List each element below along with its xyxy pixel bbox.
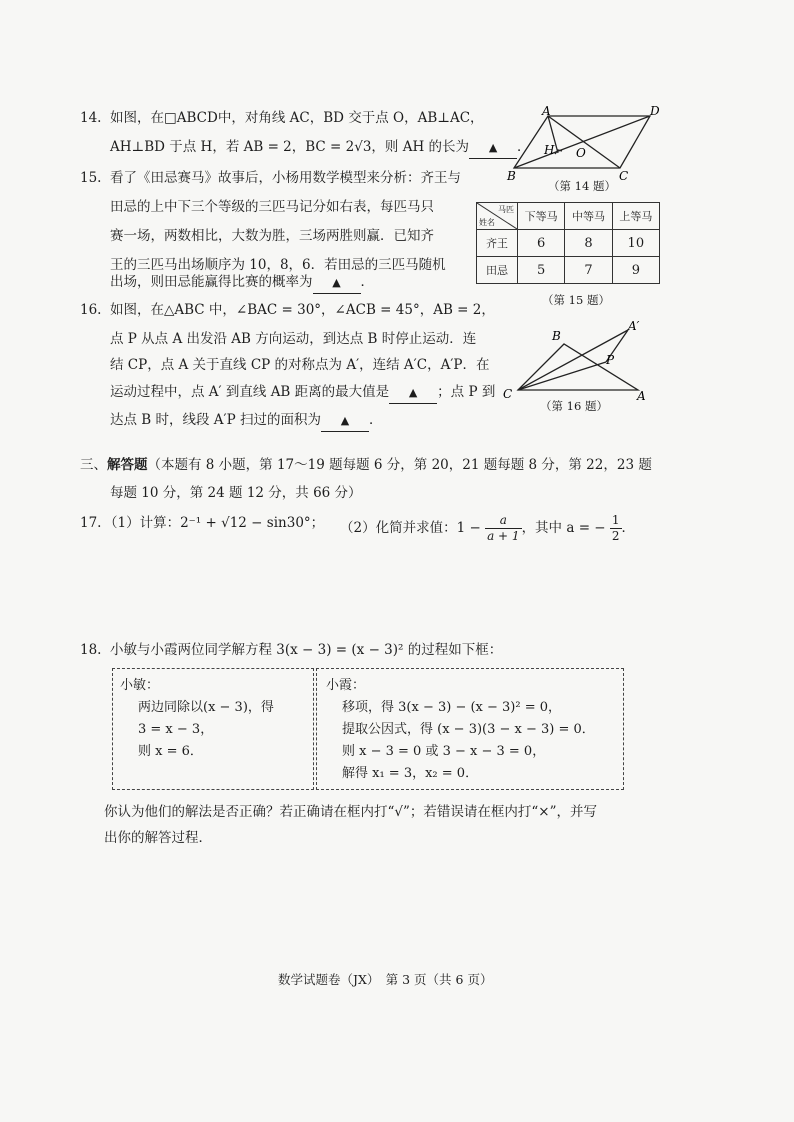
q18-number: 18. [80, 642, 102, 658]
q16-label-p: P [606, 353, 615, 367]
q17-fraction-denominator: a + 1 [487, 529, 520, 543]
q15-caption: （第 15 题） [542, 293, 610, 307]
q14-line2-text: AH⊥BD 于点 H，若 AB = 2，BC = 2√3，则 AH 的长为 [110, 139, 470, 155]
q15-header-high: 上等马 [612, 203, 659, 230]
q16-answer-blank-1 [389, 382, 437, 404]
q15-corner-top: 马匹 [498, 205, 514, 214]
q15-answer-blank [313, 272, 361, 294]
q16-figure [500, 318, 650, 400]
q16-answer-mark-1: ▲ [408, 386, 418, 399]
q15-cell: 5 [518, 257, 565, 284]
q14-label-b: B [507, 169, 516, 180]
q15-number: 15. [80, 170, 102, 186]
q18-question-line1: 你认为他们的解法是否正确？若正确请在框内打“√”；若错误请在框内打“×”，并写 [104, 804, 598, 820]
q18-right-line3: 则 x − 3 = 0 或 3 − x − 3 = 0， [342, 744, 546, 759]
q15-answer-mark: ▲ [332, 276, 341, 289]
q16-line5-end: ． [368, 412, 383, 428]
q14-figure [500, 104, 670, 180]
page-footer: 数学试题卷（JX） 第 3 页（共 6 页） [278, 972, 493, 987]
q17-half [610, 513, 622, 544]
q17-part2 [340, 513, 635, 544]
section3-desc: （本题有 8 小题，第 17～19 题每题 6 分，第 20，21 题每题 8 分，第 22，23 题 [147, 457, 652, 473]
q15-row-name: 田忌 [477, 257, 518, 284]
q16-number: 16. [80, 302, 102, 318]
q17-part2-end: ． [621, 520, 636, 536]
q15-header-mid: 中等马 [565, 203, 612, 230]
q14-line2-end: ． [517, 139, 531, 155]
q16-line5 [110, 410, 382, 432]
q14-right-angle-mark [555, 150, 562, 154]
q15-line3: 赛一场，两数相比，大数为胜，三场两胜则赢．已知齐 [110, 228, 434, 244]
q15-cell: 7 [565, 257, 612, 284]
q15-line5 [110, 272, 374, 294]
q17-half-numerator: 1 [611, 513, 620, 527]
q18-right-line2: 提取公因式，得 (x − 3)(3 − x − 3) = 0． [342, 722, 595, 737]
q14-caption: （第 14 题） [548, 179, 616, 193]
q15-line1: 看了《田忌赛马》故事后，小杨用数学模型来分析：齐王与 [110, 170, 461, 186]
q14-diagonal-ac [548, 116, 620, 168]
q18-left-title: 小敏： [120, 678, 160, 693]
q14-line1: 如图，在□ABCD中，对角线 AC，BD 交于点 O，AB⊥AC， [110, 110, 484, 126]
q17-half-denominator: 2 [611, 529, 620, 543]
q17-fraction-numerator: a [485, 513, 521, 529]
q15-row-name: 齐王 [477, 230, 518, 257]
q16-line3: 结 CP，点 A 关于直线 CP 的对称点为 A′，连结 A′C，A′P．在 [110, 357, 490, 373]
q18-right-line1: 移项，得 3(x − 3) − (x − 3)² = 0， [342, 700, 562, 715]
q18-question-line2: 出你的解答过程． [104, 830, 212, 846]
q14-line2 [110, 137, 531, 159]
q16-line4-end: ；点 P 到 [437, 384, 496, 400]
q15-table-row-tianji [477, 257, 660, 284]
q18-intro: 小敏与小霞两位同学解方程 3(x − 3) = (x − 3)² 的过程如下框： [110, 642, 503, 658]
q14-label-c: C [619, 169, 629, 180]
q16-line4 [110, 382, 495, 404]
q15-line5-text: 出场，则田忌能赢得比赛的概率为 [110, 274, 313, 290]
q15-score-table [476, 202, 660, 284]
q18-left-line1: 两边同除以(x − 3)，得 [138, 700, 274, 715]
q14-label-h: H [544, 143, 555, 157]
q16-label-b: B [552, 329, 561, 343]
q17-part1: （1）计算：2⁻¹ + √12 − sin30°； [104, 515, 325, 531]
q15-table-header-row [477, 203, 660, 230]
q15-table-corner [477, 203, 518, 230]
q14-label-d: D [650, 104, 660, 118]
q15-cell: 8 [565, 230, 612, 257]
q14-label-o: O [576, 146, 586, 160]
q17-fraction [485, 513, 521, 544]
section3-title: 解答题 [107, 457, 148, 473]
q15-table-row-qiwang [477, 230, 660, 257]
q16-answer-mark-2: ▲ [340, 414, 350, 427]
q18-left-line3: 则 x = 6． [138, 744, 203, 759]
q15-line2: 田忌的上中下三个等级的三匹马记分如右表，每匹马只 [110, 199, 434, 215]
q16-caption: （第 16 题） [540, 399, 608, 413]
q14-answer-mark: ▲ [488, 141, 498, 154]
q16-label-c: C [503, 387, 513, 400]
q16-line4-text: 运动过程中，点 A′ 到直线 AB 距离的最大值是 [110, 384, 390, 400]
q18-left-line2: 3 = x − 3， [138, 722, 214, 737]
q16-triangle-abc [518, 344, 638, 390]
q17-part2-text: （2）化简并求值：1 − [340, 520, 481, 536]
q16-label-a-prime: A′ [628, 319, 640, 333]
q15-cell: 6 [518, 230, 565, 257]
q18-right-line4: 解得 x₁ = 3，x₂ = 0． [342, 766, 479, 781]
q15-cell: 9 [612, 257, 659, 284]
q16-label-a: A [637, 389, 646, 400]
q15-line4: 王的三匹马出场顺序为 10，8，6．若田忌的三匹马随机 [110, 257, 446, 273]
q14-number: 14. [80, 110, 102, 126]
q14-diagonal-bd [514, 116, 650, 168]
q18-right-title: 小霞： [326, 678, 366, 693]
q16-line5-text: 达点 B 时，线段 A′P 扫过的面积为 [110, 412, 321, 428]
q14-label-a: A [542, 104, 551, 118]
q16-line1: 如图，在△ABC 中，∠BAC = 30°，∠ACB = 45°，AB = 2， [110, 302, 495, 318]
q15-corner-bottom: 姓名 [479, 218, 495, 227]
q17-number: 17. [80, 515, 102, 531]
q15-header-low: 下等马 [518, 203, 565, 230]
q15-line5-end: ． [360, 274, 374, 290]
section3-line1 [80, 455, 652, 475]
q17-part2-where: ，其中 a = − [521, 520, 606, 536]
q15-cell: 10 [612, 230, 659, 257]
q16-answer-blank-2 [321, 410, 369, 432]
q16-line2: 点 P 从点 A 出发沿 AB 方向运动，到达点 B 时停止运动．连 [110, 331, 477, 347]
section3-line2: 每题 10 分，第 24 题 12 分，共 66 分） [110, 485, 362, 501]
section3-prefix: 三、 [80, 457, 107, 473]
